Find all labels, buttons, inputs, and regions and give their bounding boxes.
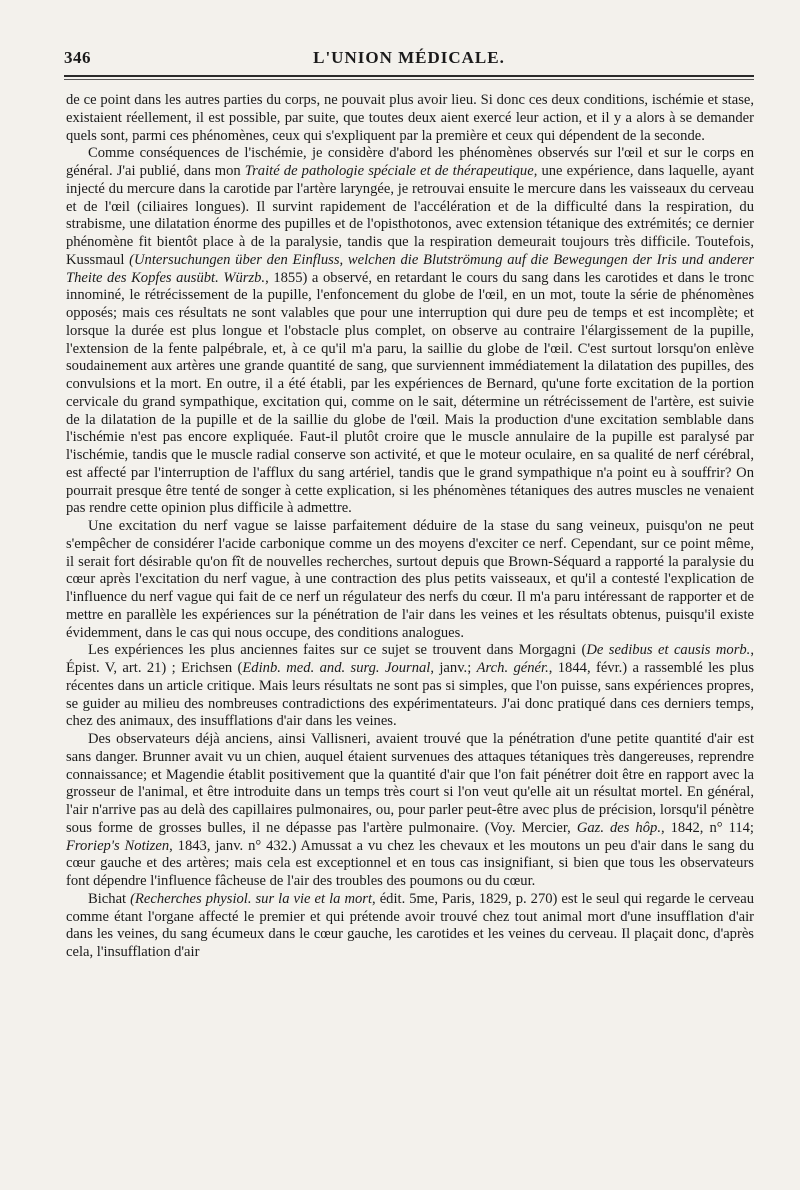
text-run: , 1844, févr.) a rassemblé les plus récentes dans un article critique. Mais leurs résultats ne sont pas si simples, que l'on puisse, sans expériences propres, se guider au milieu des nombreuses contradictions des expérimentateurs. J'ai donc pratiqué dans ces derniers temps, chez des animaux, des insufflations d'air dans les veines. <box>66 660 755 730</box>
italic-citation: (Untersuchungen über den Einfluss, welchen die Blutströmung auf die Bewegungen der Iris und anderer Theite des Kopfes ausübt. Würzb. <box>66 251 754 286</box>
text-run: , édit. 5me, Paris, 1829, p. 270) est le seul qui regarde le cerveau comme étant l'organe affecté le premier et qui prétende avoir trouvé chez tout animal mort d'une insufflation d'air dans les veines, du sang écumeux dans le cœur gauche, les carotides et les veines du cerveau. Il plaçait donc, d'après cela, l'insufflation d'air <box>66 890 755 960</box>
text-run: , 1843, janv. n° 432.) Amussat a vu chez les chevaux et les moutons un peu d'air dans le sang du cœur gauche et des artères; mais cela est exceptionnel et en tous cas insignifiant, si bien que tous les observateurs font dépendre l'influence fâcheuse de l'air des troubles des poumons ou du cœur. <box>66 837 755 889</box>
body-text <box>66 92 754 962</box>
paragraph <box>66 92 754 145</box>
text-run: , 1842, n° 114; <box>660 819 754 836</box>
text-run: Une excitation du nerf vague se laisse parfaitement déduire de la stase du sang veineux, puisqu'on ne peut s'empêcher de considérer l'acide carbonique comme un des moyens d'exciter ce nerf. Cependant, sur ce point même, il serait fort désirable qu'on fît de nouvelles recherches, surtout depuis que Brown-Séquard a rapporté la paralysie du cœur après l'excitation du nerf vague, à une contraction des plus petits vaisseaux, et qu'il a contesté l'explication de l'influence du nerf vague qui fait de ce nerf un régulateur des nerfs du cœur. Il m'a paru intéressant de rapporter et de mettre en parallèle les expériences sur la pénétration de l'air dans les veines et les résultats obtenus, puisqu'il existe évidemment, dans le cas qui nous occupe, des conditions analogues. <box>66 518 754 641</box>
header-rule-thin <box>64 79 754 80</box>
paragraph <box>66 518 754 642</box>
italic-citation: (Recherches physiol. sur la vie et la mort <box>130 890 373 907</box>
paragraph <box>66 145 754 518</box>
text-run: Comme conséquences de l'ischémie, je considère d'abord les phénomènes observés sur l'œil et sur le corps en général. J'ai publié, dans mon <box>66 145 754 179</box>
page-header <box>64 44 754 74</box>
text-run: Bichat <box>88 890 131 907</box>
paragraph <box>66 891 754 962</box>
text-run: Des observateurs déjà anciens, ainsi Vallisneri, avaient trouvé que la pénétration d'une petite quantité d'air est sans danger. Brunner avait vu un chien, auquel étaient survenues des attaques tétaniques très dangereuses, reprendre connaissance; et Magendie établit positivement que la quantité d'air que l'on fait pénétrer doit être en rapport avec la grosseur de l'animal, et être introduite dans un temps très court si l'on veut qu'elle ait un résultat mortel. En général, l'air n'arrive pas au delà des capillaires pulmonaires, ou, pour parler peut-être avec plus de précision, lorsqu'il pénètre sous forme de grosses bulles, il ne dépasse pas l'artère pulmonaire. (Voy. Mercier, <box>66 731 754 836</box>
italic-citation: Arch. génér. <box>476 660 549 676</box>
italic-citation: Edinb. med. and. surg. Journal <box>242 660 431 676</box>
paragraph <box>66 731 754 891</box>
paragraph <box>66 642 754 731</box>
italic-citation: Froriep's Notizen <box>66 837 170 854</box>
italic-citation: De sedibus et causis morb. <box>586 642 751 659</box>
text-run: , 1855) a observé, en retardant le cours du sang dans les carotides et dans le tronc innominé, le rétrécissement de la pupille, l'enfoncement du globe de l'œil, en un mot, toute la série de phénomènes opposés; mais ces résultats ne sont valables que pour une interruption qui dure peu de temps et est incomplète; et lorsque la durée est plus longue et l'obstacle plus complet, on observe au contraire l'élargissement de la pupille, l'extension de la fente palpébrale, et, à ce qu'il m'a paru, la saillie du globe de l'œil. C'est surtout lorsqu'on enlève soudainement aux artères une grande quantité de sang, que surviennent immédiatement la dilatation des pupilles, des convulsions et la mort. En outre, il a été établi, par les expériences de Bernard, qu'une forte excitation de la portion cervicale du grand sympathique, excitation qui, comme on le sait, détermine un rétrécissement de l'artère, est suivie de la dilatation de la pupille et de la saillie du globe de l'œil. Mais la production d'une excitation semblable dans l'ischémie n'est pas encore expliquée. Faut-il plutôt croire que le muscle annulaire de la pupille est paralysé par l'ischémie, tandis que le muscle radial conserve son activité, et que le moteur oculaire, en sa qualité de nerf cérébral, est affecté par l'interruption de l'afflux du sang artériel, tandis que le grand sympathique n'a point eu à souffrir? On pourrait presque être tenté de songer à cette explication, si les phénomènes tétaniques des autres muscles ne venaient pas rendre cette opinion plus difficile à admettre. <box>66 269 754 517</box>
text-run: , Épist. V, art. 21) ; Erichsen ( <box>66 642 754 676</box>
page-number: 346 <box>64 48 91 67</box>
header-rule <box>64 75 754 77</box>
text-run: , une expérience, dans laquelle, ayant injecté du mercure dans la carotide par l'artère laryngée, je retrouvai ensuite le mercure dans les vaisseaux du cerveau et de l'œil (ciliaires longues). Il survint rapidement de l'accélération et de la difficulté dans la respiration, du strabisme, une dilatation énorme des pupilles et de l'opisthotonos, avec extension tétanique des extrémités; ce dernier phénomène fit bientôt place à de la paralysie, tandis que la respiration demeurait toujours très difficile. Toutefois, Kussmaul <box>66 163 754 268</box>
text-run: de ce point dans les autres parties du corps, ne pouvait plus avoir lieu. Si donc ces deux conditions, ischémie et stase, existaient réellement, il est possible, par suite, que toutes deux aient exercé leur action, et il y a alors à se demander quels sont, parmi ces phénomènes, ceux qui s'expliquent par la première et ceux qui dépendent de la seconde. <box>66 92 754 144</box>
text-run: , janv.; <box>430 660 477 676</box>
text-run: Les expériences les plus anciennes faites sur ce sujet se trouvent dans Morgagni ( <box>88 642 587 659</box>
running-title: L'UNION MÉDICALE. <box>313 48 505 67</box>
italic-citation: Gaz. des hôp. <box>576 819 661 836</box>
italic-citation: Traité de pathologie spéciale et de thérapeutique <box>244 163 534 179</box>
